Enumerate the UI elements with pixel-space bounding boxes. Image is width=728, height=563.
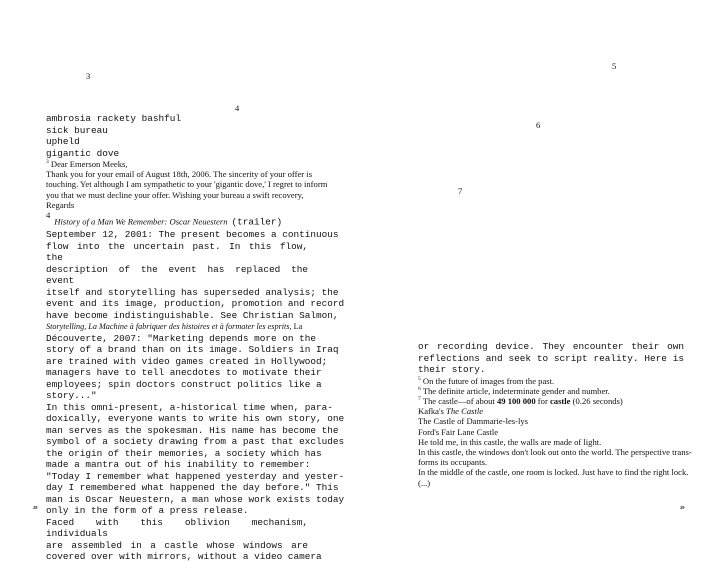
footnote-marker-5: 5	[612, 61, 617, 71]
body-line: made a mantra out of his inability to remember:	[46, 459, 311, 471]
body-line: reflections and seek to script reality. Here is	[418, 352, 684, 364]
citation-publisher: , La	[289, 322, 303, 332]
body-line: In this omni-present, a-historical time when, para-	[46, 401, 333, 413]
poem-line: sick bureau	[46, 124, 108, 136]
footnote-5	[418, 376, 684, 386]
right-text-column	[418, 341, 692, 488]
body-line: man is Oscar Neuestern, a man whose work exists today	[46, 493, 345, 505]
letter-line: touching. Yet although I am sympathetic to your 'gigantic dove,' I regret to inform	[46, 179, 328, 190]
right-page	[364, 0, 728, 546]
footnote-3	[46, 159, 328, 210]
body-line: story of a brand than on its image. Soldiers in Iraq	[46, 344, 339, 356]
body-line: managers have to tell anecdotes to motivate their	[46, 367, 322, 379]
footnote-marker-3: 3	[86, 71, 91, 81]
footnote-number: 4	[46, 210, 51, 221]
body-line: description of the event has replaced the event	[46, 263, 308, 287]
letter-closing: Regards	[46, 199, 75, 210]
letter-salutation: Dear Emerson Meeks,	[50, 159, 128, 169]
body-line: are assembled in a castle whose windows are	[46, 539, 308, 551]
body-line: are trained with video games created in Hollywood;	[46, 355, 328, 367]
book-title: Storytelling, La Machine à fabriquer des histoires et à formater les esprits	[46, 322, 290, 332]
footnote-text: On the future of images from the past.	[422, 375, 555, 386]
page-number: 29	[680, 505, 685, 510]
poem-line: ambrosia rackety bashful	[46, 113, 182, 124]
list-line: forms its occupants.	[418, 457, 487, 468]
body-line: covered over with mirrors, without a video camera	[46, 551, 322, 563]
body-text	[418, 341, 684, 376]
body-line: have become indistinguishable. See Christian Salmon,	[46, 309, 339, 321]
body-line: the origin of their memories, a society which has	[46, 447, 322, 459]
trailer-label: (trailer)	[231, 216, 283, 228]
footnote-number: 5	[418, 375, 421, 382]
poem-line: gigantic dove	[46, 147, 120, 159]
list-line: The Castle of Dammarie-les-lys	[418, 416, 529, 427]
film-title: History of a Man We Remember: Oscar Neuestern	[54, 216, 228, 227]
footnote-text: The castle—of about	[422, 395, 497, 406]
poem	[46, 113, 308, 159]
footnote-number: 3	[46, 159, 49, 166]
list-line: He told me, in this castle, the walls are made of light.	[418, 436, 602, 447]
list-line: In this castle, the windows don't look out onto the world. The perspective trans-	[418, 446, 692, 457]
letter-line: Thank you for your email of August 18th, 2006. The sincerity of your offer is	[46, 169, 313, 180]
footnote-marker-7: 7	[458, 186, 463, 196]
body-line: or recording device. They encounter their own	[418, 341, 684, 352]
body-line: their story.	[418, 364, 486, 375]
footnotes	[418, 375, 692, 488]
footnote-text: (0.26 seconds)	[570, 395, 623, 406]
body-line: story..."	[46, 390, 97, 402]
body-line: September 12, 2001: The present becomes a continuous	[46, 229, 339, 241]
poem-line: upheld	[46, 136, 80, 147]
body-line: event and its image, production, promotion and record	[46, 298, 345, 310]
body-line: Découverte, 2007: "Marketing depends more on the	[46, 332, 317, 344]
footnote-6	[418, 386, 684, 396]
body-line: day I remembered what happened the day before." This	[46, 482, 339, 494]
footnote-4	[46, 210, 308, 229]
author: Kafka's	[418, 406, 447, 417]
body-line: man serves as the spokesman. His name has become the	[46, 424, 339, 436]
citation-line	[46, 321, 308, 333]
list-line: (...)	[418, 477, 431, 488]
body-line: "Today I remember what happened yesterday and yester-	[46, 470, 345, 482]
list-line: In the middle of the castle, one room is locked. Just have to find the right lock.	[418, 467, 689, 478]
body-line: only in the form of a press release.	[46, 505, 249, 517]
list-line: Ford's Fair Lane Castle	[418, 426, 499, 437]
footnote-number: 7	[418, 396, 421, 403]
footnote-number: 6	[418, 385, 421, 392]
page-number: 28	[33, 505, 38, 510]
footnote-marker-4: 4	[235, 103, 240, 113]
footnote-text: for	[535, 395, 550, 406]
book-title: The Castle	[446, 406, 484, 417]
body-line: symbol of a society drawing from a past that excludes	[46, 436, 345, 448]
body-line: employees; spin doctors construct politics like a	[46, 378, 322, 390]
body-line: doxically, everyone wants to write his own story, one	[46, 413, 345, 425]
left-text-column	[46, 113, 345, 563]
body-line: itself and storytelling has superseded analysis; the	[46, 286, 339, 298]
letter-line: you that we must decline your offer. Wishing your bureau a swift recovery,	[46, 189, 304, 200]
body-text	[46, 229, 345, 563]
footnote-marker-6: 6	[536, 120, 541, 130]
body-line: flow into the uncertain past. In this flow, the	[46, 240, 308, 264]
search-term: castle	[549, 395, 571, 406]
result-count: 49 100 000	[496, 395, 536, 406]
kafka-line	[418, 406, 684, 416]
body-line: Faced with this oblivion mechanism, individuals	[46, 516, 308, 540]
footnote-text: The definite article, indeterminate gender and number.	[422, 385, 610, 396]
footnote-7	[418, 396, 684, 406]
